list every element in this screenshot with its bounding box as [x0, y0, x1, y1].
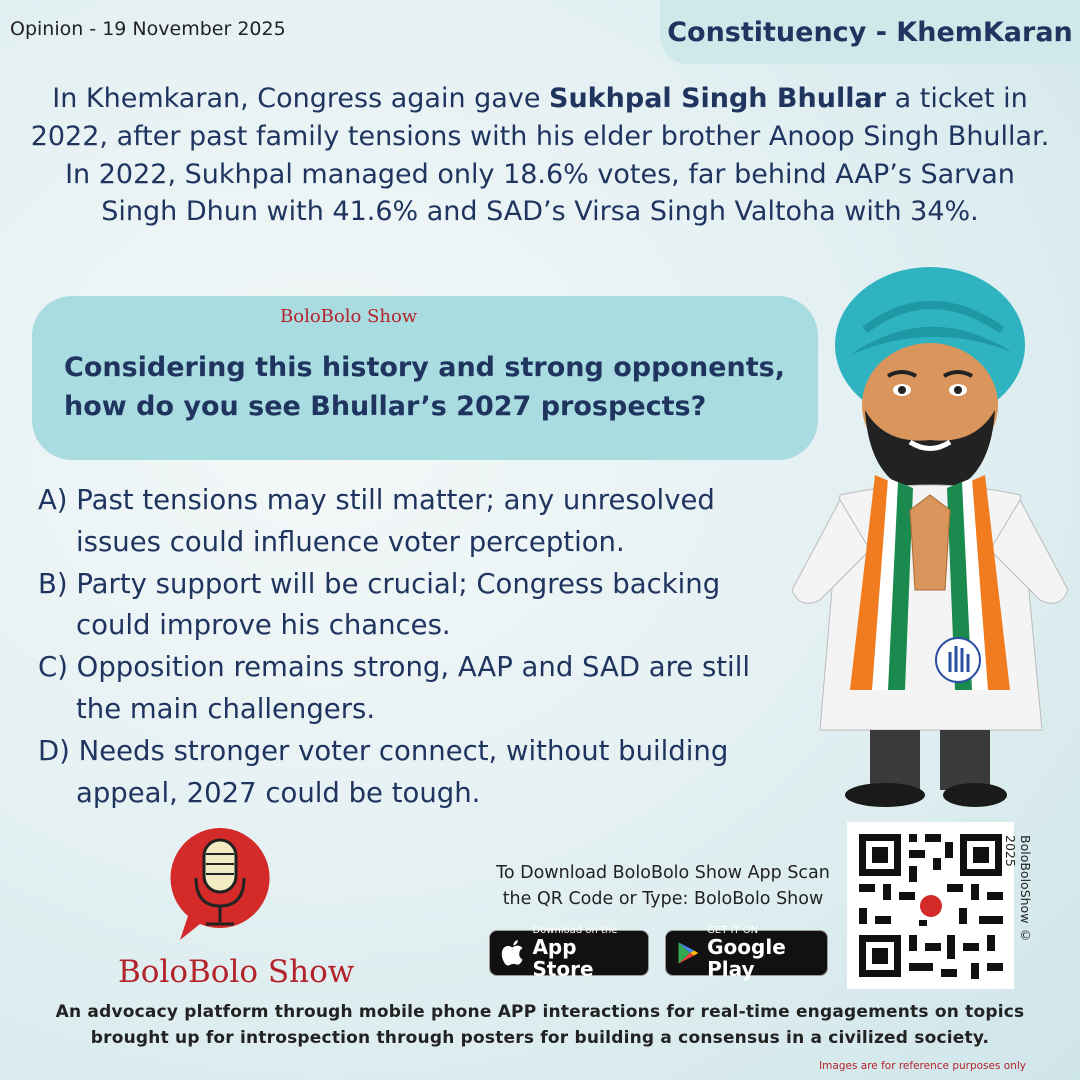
question-text: Considering this history and strong opponents, how do you see Bhullar’s 2027 prospects?	[64, 352, 785, 423]
app-store-big-text: App Store	[532, 935, 594, 981]
microphone-icon	[160, 820, 280, 950]
date-label: Opinion - 19 November 2025	[10, 18, 286, 40]
intro-text-after: a ticket in 2022, after past family tensions with his elder brother Anoop Singh Bhullar. In 2022, Sukhpal managed only 18.6% votes, far behind AAP’s Sarvan Singh Dhun with 41.6% and SAD’s Virsa Singh Valtoha with 34%.	[30, 83, 1050, 228]
disclaimer: Images are for reference purposes only	[819, 1060, 1026, 1072]
brand-logo-text: BoloBolo Show	[118, 954, 355, 990]
option-a[interactable]: A) Past tensions may still matter; any unresolved issues could influence voter perception.	[38, 484, 715, 558]
candidate-name: Sukhpal Singh Bhullar	[549, 83, 887, 114]
option-d[interactable]: D) Needs stronger voter connect, without building appeal, 2027 could be tough.	[38, 734, 729, 809]
politician-illustration	[780, 260, 1080, 820]
google-play-icon	[676, 938, 699, 968]
options-list	[38, 480, 798, 814]
copyright-text: BoloBoloShow © 2025	[1003, 835, 1033, 943]
intro-paragraph	[30, 80, 1050, 231]
app-store-button[interactable]	[489, 925, 649, 981]
google-play-big-text: Google Play	[707, 935, 786, 981]
app-store-small-text: Download on the	[532, 925, 618, 936]
question-box	[32, 296, 818, 460]
google-play-small-text: GET IT ON	[707, 925, 759, 936]
qr-code[interactable]	[847, 822, 1014, 989]
option-c[interactable]: C) Opposition remains strong, AAP and SAD are still the main challengers.	[38, 651, 750, 725]
apple-icon	[500, 938, 524, 968]
google-play-label	[707, 926, 817, 980]
constituency-badge: Constituency - KhemKaran	[660, 0, 1080, 64]
intro-text-before: In Khemkaran, Congress again gave	[52, 83, 550, 114]
tagline: An advocacy platform through mobile phone APP interactions for real-time engagements on topics brought up for introspection through posters for building a consensus in a civilized society.	[55, 1002, 1025, 1048]
google-play-button[interactable]	[665, 925, 828, 981]
question-box-brand: BoloBolo Show	[280, 306, 418, 327]
app-store-label	[532, 926, 638, 980]
download-instructions: To Download BoloBolo Show App Scan the QR Code or Type: BoloBolo Show	[496, 863, 830, 910]
option-b[interactable]: B) Party support will be crucial; Congress backing could improve his chances.	[38, 567, 721, 642]
